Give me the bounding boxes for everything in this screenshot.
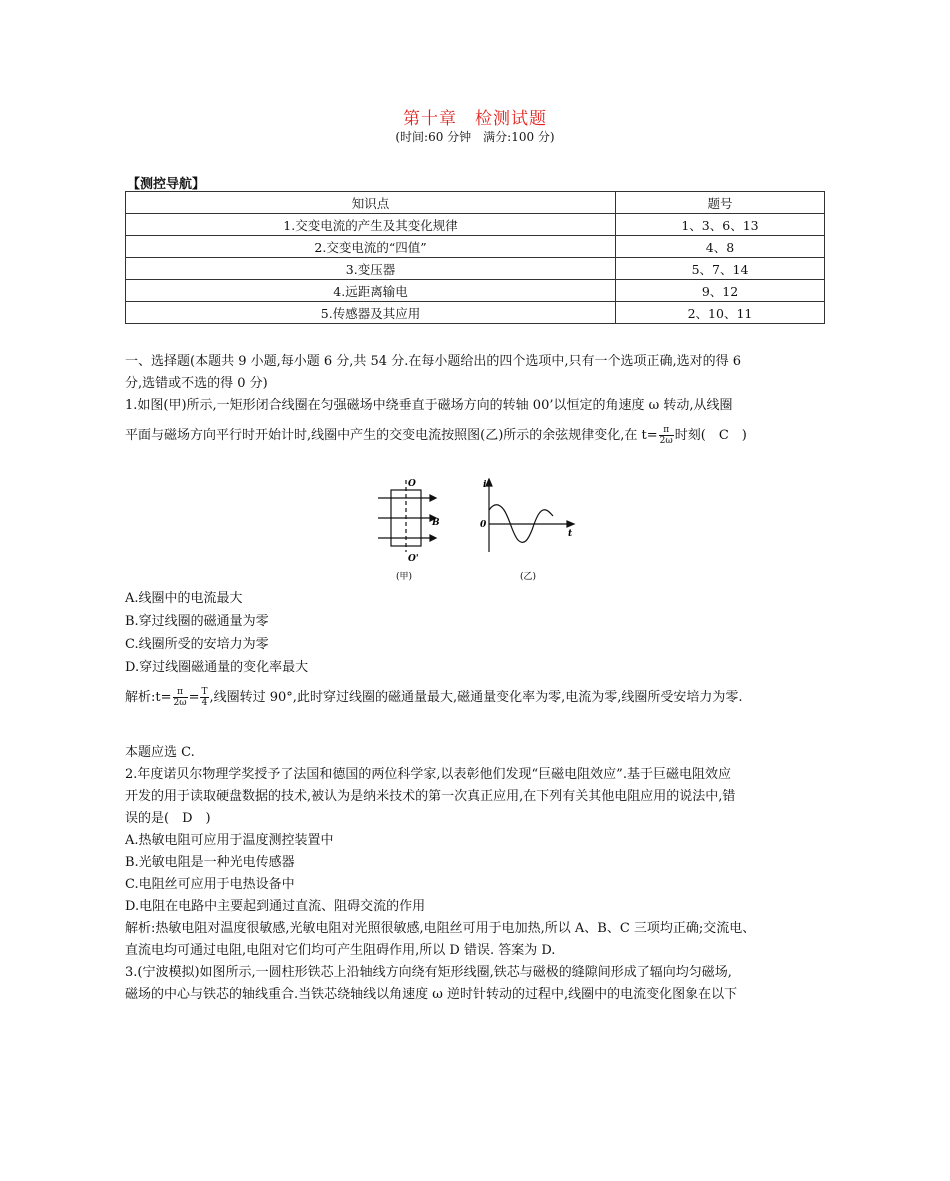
question-1-text: 平面与磁场方向平行时开始计时,线圈中产生的交变电流按照图(乙)所示的余弦规律变化,在 t= <box>125 428 658 443</box>
label-field-B: B <box>432 518 440 528</box>
equals-sign: = <box>188 690 200 705</box>
question-1-option-c: C.线圈所受的安培力为零 <box>125 637 269 652</box>
question-1-figure <box>370 478 585 592</box>
label-i: i <box>483 480 487 490</box>
question-2-line1: 2.年度诺贝尔物理学奖授予了法国和德国的两位科学家,以表彰他们发现“巨磁电阻效应”.基于巨磁电阻效应 <box>125 767 731 782</box>
question-2-option-b: B.光敏电阻是一种光电传感器 <box>125 855 295 870</box>
question-1-line1: 1.如图(甲)所示,一矩形闭合线圈在匀强磁场中绕垂直于磁场方向的转轴 00’以恒定的角速度 ω 转动,从线圈 <box>125 398 733 413</box>
column-header-question-numbers: 题号 <box>616 192 825 214</box>
question-1-line2 <box>125 424 747 446</box>
time-fraction <box>659 425 674 446</box>
table-row <box>126 236 825 258</box>
table-cell-topic: 2.交变电流的“四值” <box>126 236 616 258</box>
nav-table <box>125 191 825 324</box>
coil-diagram <box>378 480 436 552</box>
table-cell-topic: 4.远距离输电 <box>126 280 616 302</box>
table-cell-topic: 1.交变电流的产生及其变化规律 <box>126 214 616 236</box>
column-header-topic: 知识点 <box>126 192 616 214</box>
question-1-option-b: B.穿过线圈的磁通量为零 <box>125 614 269 629</box>
question-2-option-d: D.电阻在电路中主要起到通过直流、阻碍交流的作用 <box>125 899 426 914</box>
question-2-line3: 误的是( D ) <box>125 811 211 826</box>
table-cell-numbers: 1、3、6、13 <box>616 214 825 236</box>
question-3-line2: 磁场的中心与铁芯的轴线重合.当铁芯绕轴线以角速度 ω 逆时针转动的过程中,线圈中的电流变化图象在以下 <box>125 987 738 1002</box>
caption-jia: (甲) <box>396 572 413 582</box>
question-1-answer: 本题应选 C. <box>125 745 195 760</box>
question-2-line2: 开发的用于读取硬盘数据的技术,被认为是纳米技术的第一次真正应用,在下列有关其他电阻应用的说法中,错 <box>125 789 736 804</box>
table-cell-numbers: 2、10、11 <box>616 302 825 324</box>
analysis-text: ,线圈转过 90°,此时穿过线圈的磁通量最大,磁通量变化率为零,电流为零,线圈所受安培力为零. <box>209 690 743 705</box>
table-cell-numbers: 4、8 <box>616 236 825 258</box>
analysis-label: 解析:t= <box>125 690 172 705</box>
section-heading-line1: 一、选择题(本题共 9 小题,每小题 6 分,共 54 分.在每小题给出的四个选项中,只有一个选项正确,选对的得 6 <box>125 354 742 369</box>
question-2-analysis-line1: 解析:热敏电阻对温度很敏感,光敏电阻对光照很敏感,电阻丝可用于电加热,所以 A、B、C 三项均正确;交流电、 <box>125 921 756 936</box>
table-cell-topic: 5.传感器及其应用 <box>126 302 616 324</box>
question-1-answer-bracket: 时刻( C ) <box>674 428 747 443</box>
i-axis-arrow <box>486 479 492 486</box>
page-title: 第十章 检测试题 <box>403 109 547 129</box>
table-cell-numbers: 5、7、14 <box>616 258 825 280</box>
coil-and-waveform-diagram <box>370 478 585 588</box>
table-cell-numbers: 9、12 <box>616 280 825 302</box>
table-row <box>126 302 825 324</box>
table-row <box>126 280 825 302</box>
table-row <box>126 258 825 280</box>
question-2-analysis-line2: 直流电均可通过电阻,电阻对它们均可产生阻碍作用,所以 D 错误. 答案为 D. <box>125 943 556 958</box>
label-origin: 0 <box>480 520 487 530</box>
waveform-graph <box>486 479 574 552</box>
table-row <box>126 214 825 236</box>
field-arrow <box>430 495 436 501</box>
question-2-option-c: C.电阻丝可应用于电热设备中 <box>125 877 295 892</box>
question-1-option-a: A.线圈中的电流最大 <box>125 591 243 606</box>
fraction-numerator: π <box>173 687 188 698</box>
analysis-fraction-2 <box>200 687 208 708</box>
question-1-analysis <box>125 686 742 708</box>
field-arrow <box>430 535 436 541</box>
section-heading-line2: 分,选错或不选的得 0 分) <box>125 376 268 391</box>
label-axis-bottom: O' <box>408 554 419 564</box>
label-t: t <box>568 529 573 539</box>
fraction-numerator: π <box>659 425 674 436</box>
page-subtitle: (时间:60 分钟 满分:100 分) <box>395 130 555 144</box>
fraction-numerator: T <box>201 687 208 697</box>
t-axis-arrow <box>567 521 574 527</box>
question-2-option-a: A.热敏电阻可应用于温度测控装置中 <box>125 833 334 848</box>
table-header-row <box>126 192 825 214</box>
nav-section-title: 【测控导航】 <box>127 177 206 192</box>
fraction-denominator: 2ω <box>173 698 187 708</box>
table-cell-topic: 3.变压器 <box>126 258 616 280</box>
analysis-fraction-1 <box>173 687 188 708</box>
fraction-denominator: 4 <box>201 698 208 708</box>
label-axis-top: O <box>408 479 416 489</box>
caption-yi: (乙) <box>520 572 537 582</box>
fraction-denominator: 2ω <box>659 436 673 446</box>
question-1-option-d: D.穿过线圈磁通量的变化率最大 <box>125 660 309 675</box>
question-3-line1: 3.(宁波模拟)如图所示,一圆柱形铁芯上沿轴线方向绕有矩形线圈,铁芯与磁极的缝隙间形成了辐向均匀磁场, <box>125 965 732 980</box>
